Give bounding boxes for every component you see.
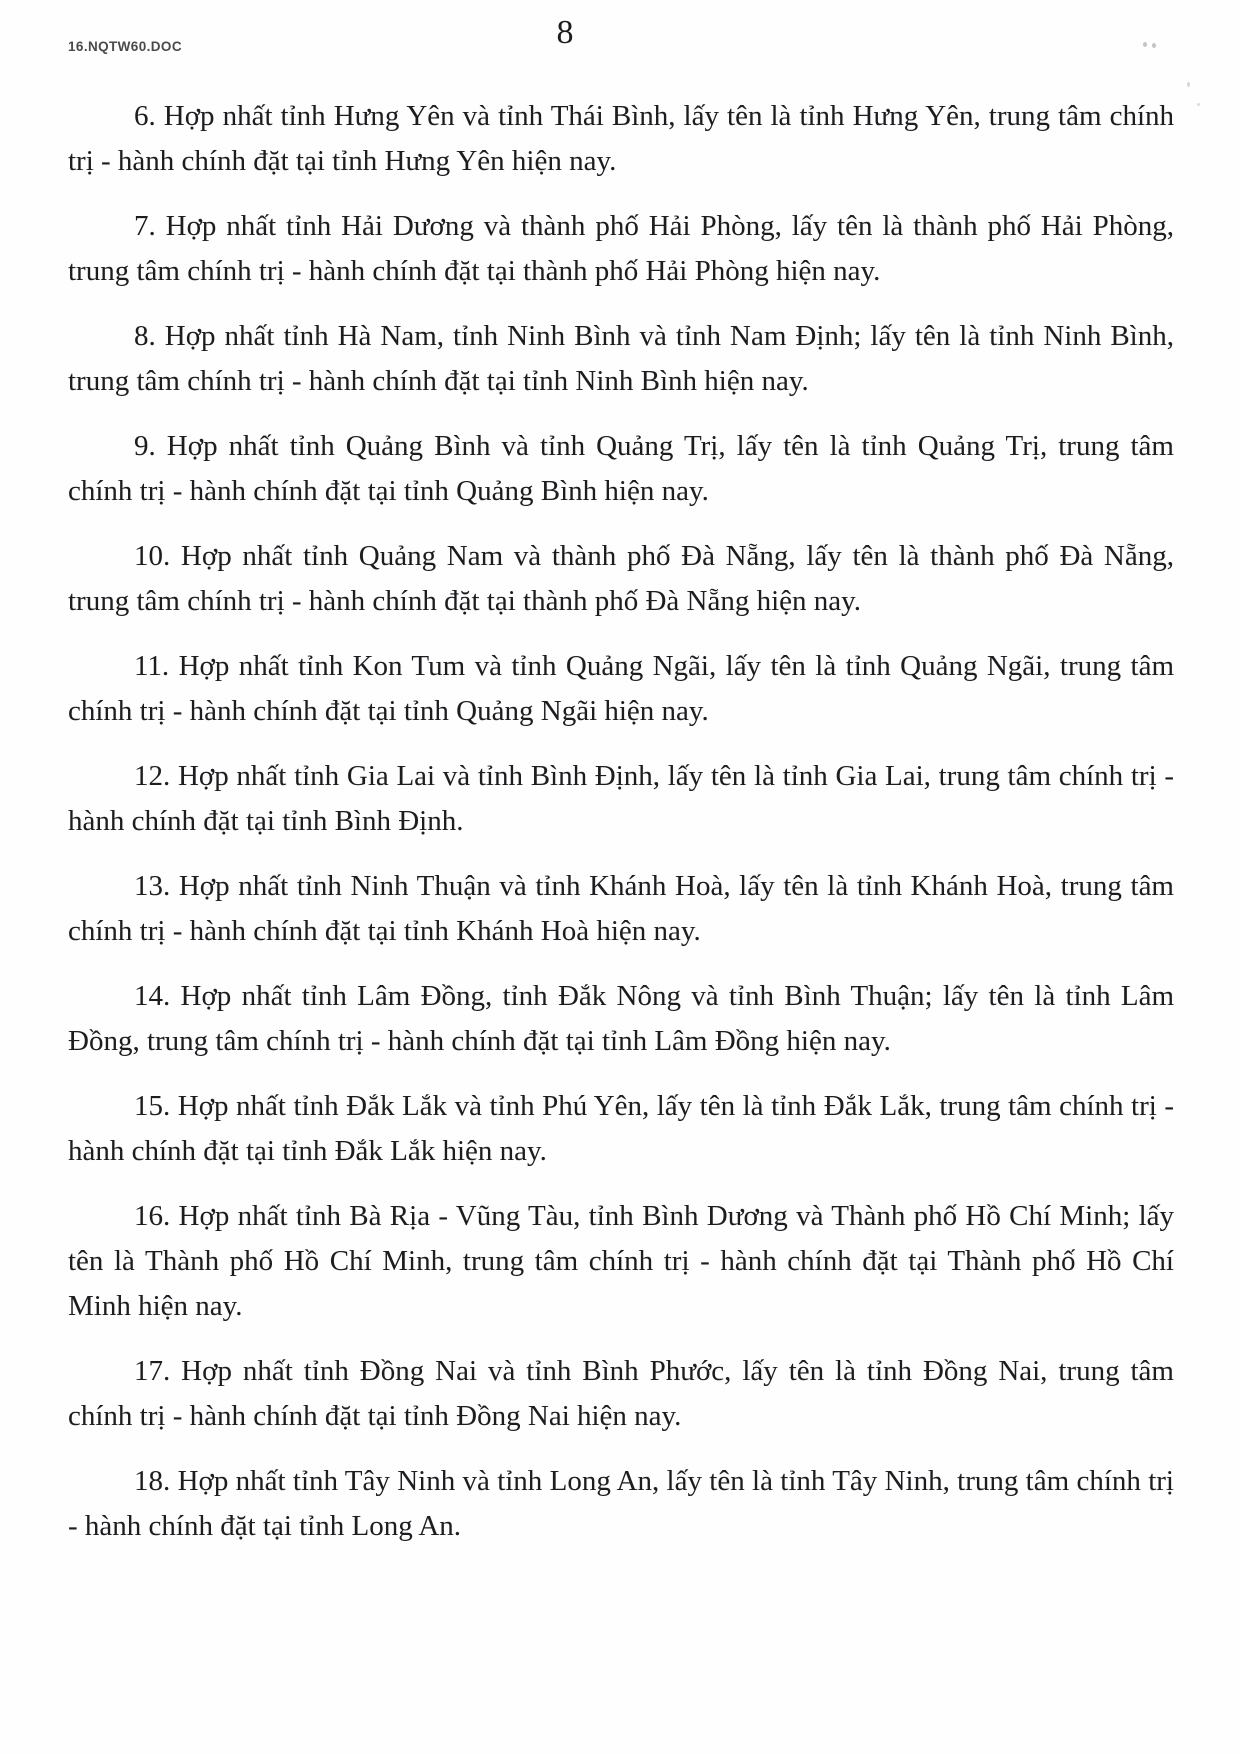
paragraph: 6. Hợp nhất tỉnh Hưng Yên và tỉnh Thái Bình, lấy tên là tỉnh Hưng Yên, trung tâm chính trị - hành chính đặt tại tỉnh Hưng Yên hiện nay. [68, 100, 1174, 177]
paragraph: 8. Hợp nhất tỉnh Hà Nam, tỉnh Ninh Bình và tỉnh Nam Định; lấy tên là tỉnh Ninh Bình, trung tâm chính trị - hành chính đặt tại tỉnh Ninh Bình hiện nay. [68, 320, 1174, 397]
paragraph: 10. Hợp nhất tỉnh Quảng Nam và thành phố Đà Nẵng, lấy tên là thành phố Đà Nẵng, trung tâm chính trị - hành chính đặt tại thành phố Đà Nẵng hiện nay. [68, 540, 1174, 617]
scan-artifact [1197, 103, 1200, 106]
document-body [68, 94, 1174, 1569]
paragraph: 12. Hợp nhất tỉnh Gia Lai và tỉnh Bình Định, lấy tên là tỉnh Gia Lai, trung tâm chính trị - hành chính đặt tại tỉnh Bình Định. [68, 760, 1174, 837]
paragraph: 13. Hợp nhất tỉnh Ninh Thuận và tỉnh Khánh Hoà, lấy tên là tỉnh Khánh Hoà, trung tâm chính trị - hành chính đặt tại tỉnh Khánh Hoà hiện nay. [68, 870, 1174, 947]
scan-artifact [1187, 82, 1190, 87]
paragraph: 18. Hợp nhất tỉnh Tây Ninh và tỉnh Long An, lấy tên là tỉnh Tây Ninh, trung tâm chính trị - hành chính đặt tại tỉnh Long An. [68, 1465, 1174, 1542]
paragraph: 17. Hợp nhất tỉnh Đồng Nai và tỉnh Bình Phước, lấy tên là tỉnh Đồng Nai, trung tâm chính trị - hành chính đặt tại tỉnh Đồng Nai hiện nay. [68, 1355, 1174, 1432]
paragraph: 16. Hợp nhất tỉnh Bà Rịa - Vũng Tàu, tỉnh Bình Dương và Thành phố Hồ Chí Minh; lấy tên là Thành phố Hồ Chí Minh, trung tâm chính trị - hành chính đặt tại Thành phố Hồ Chí Minh hiện nay. [68, 1200, 1174, 1322]
scan-artifact [1152, 43, 1156, 48]
paragraph: 9. Hợp nhất tỉnh Quảng Bình và tỉnh Quảng Trị, lấy tên là tỉnh Quảng Trị, trung tâm chính trị - hành chính đặt tại tỉnh Quảng Bình hiện nay. [68, 430, 1174, 507]
paragraph: 14. Hợp nhất tỉnh Lâm Đồng, tỉnh Đắk Nông và tỉnh Bình Thuận; lấy tên là tỉnh Lâm Đồng, trung tâm chính trị - hành chính đặt tại tỉnh Lâm Đồng hiện nay. [68, 980, 1174, 1057]
page-number: 8 [556, 14, 574, 51]
paragraph: 7. Hợp nhất tỉnh Hải Dương và thành phố Hải Phòng, lấy tên là thành phố Hải Phòng, trung tâm chính trị - hành chính đặt tại thành phố Hải Phòng hiện nay. [68, 210, 1174, 287]
paragraph: 11. Hợp nhất tỉnh Kon Tum và tỉnh Quảng Ngãi, lấy tên là tỉnh Quảng Ngãi, trung tâm chính trị - hành chính đặt tại tỉnh Quảng Ngãi hiện nay. [68, 650, 1174, 727]
scan-artifact [1143, 42, 1147, 47]
header-filename: 16.NQTW60.DOC [68, 39, 182, 54]
paragraph: 15. Hợp nhất tỉnh Đắk Lắk và tỉnh Phú Yên, lấy tên là tỉnh Đắk Lắk, trung tâm chính trị - hành chính đặt tại tỉnh Đắk Lắk hiện nay. [68, 1090, 1174, 1167]
